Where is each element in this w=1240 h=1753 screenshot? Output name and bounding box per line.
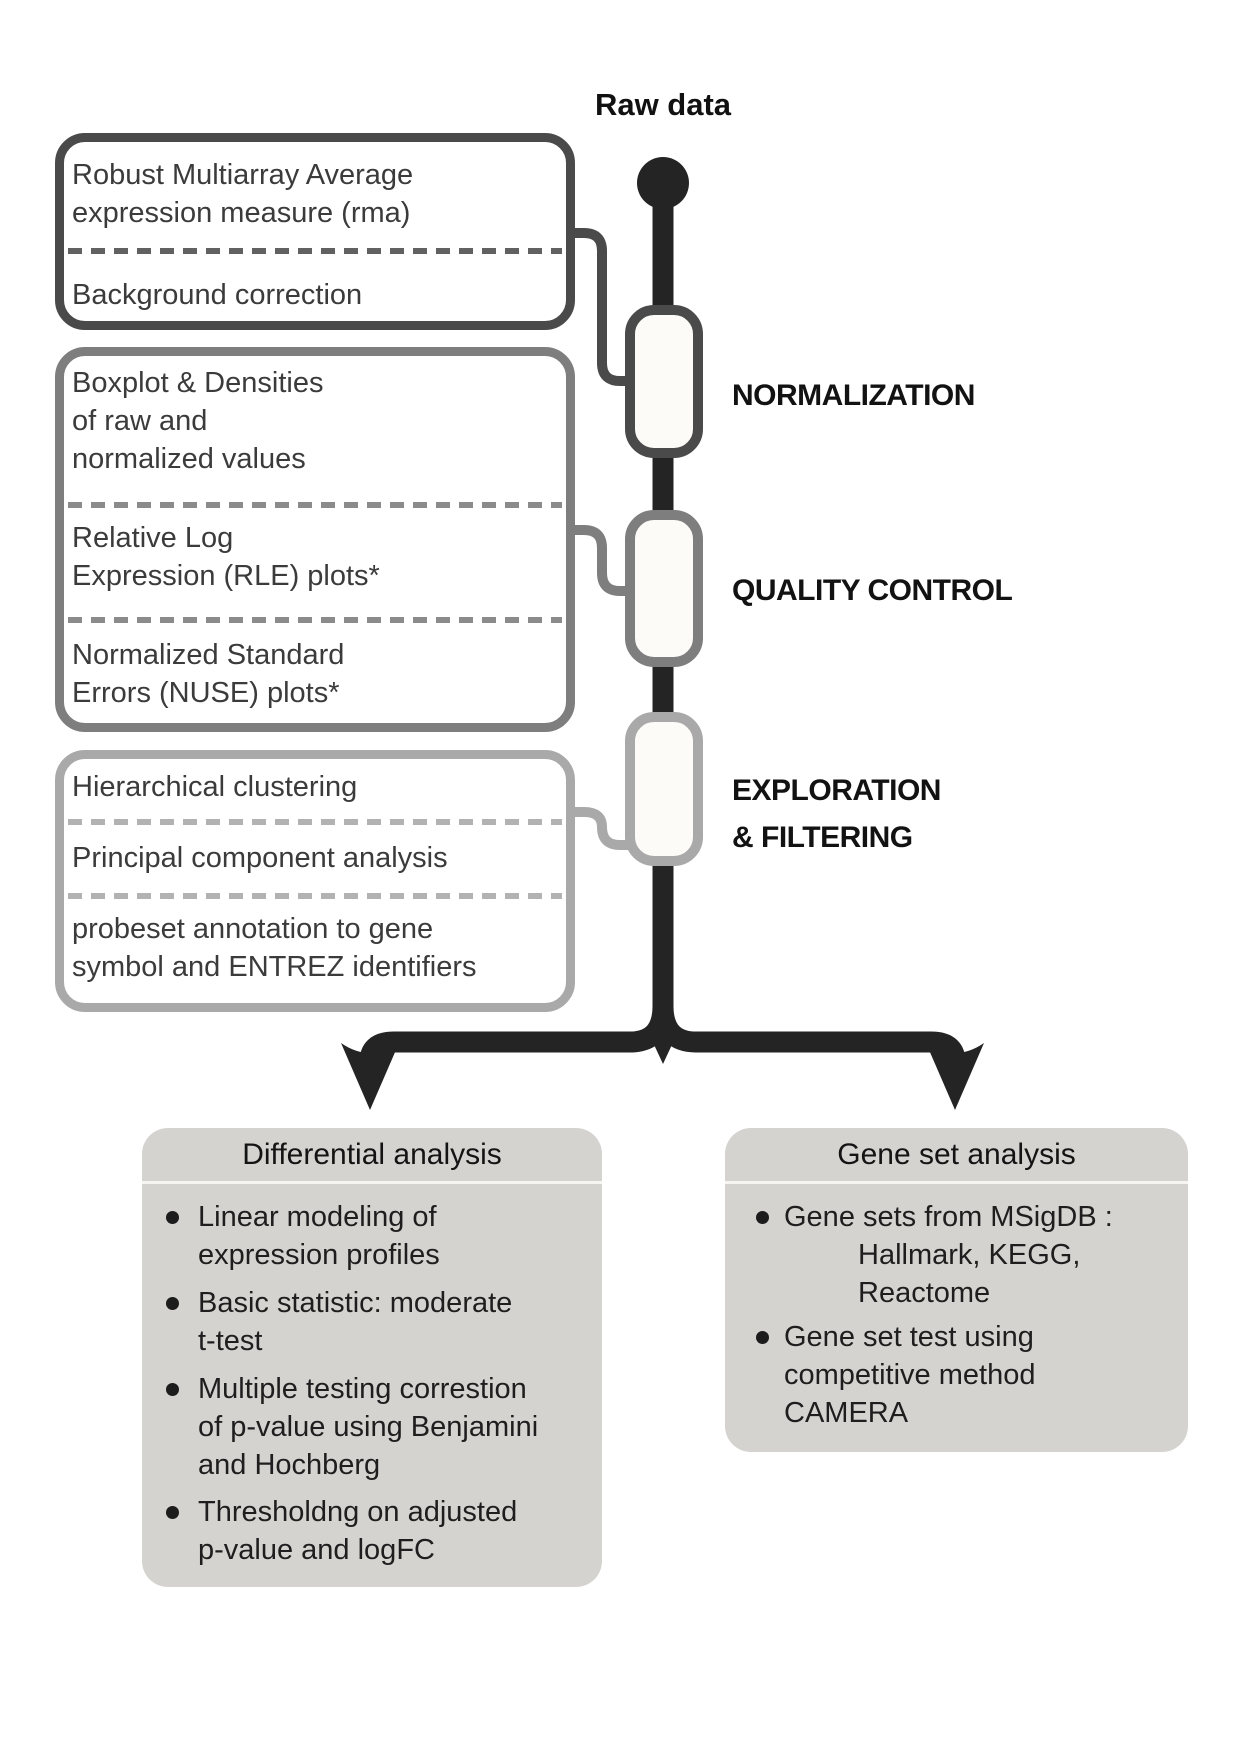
- dashed-divider: [68, 819, 562, 825]
- step-nuse-plots: Normalized Standard Errors (NUSE) plots*: [72, 639, 345, 709]
- step-background-correction: Background correction: [72, 279, 363, 311]
- step-boxplot-densities: Boxplot & Densities of raw and normalized values: [72, 367, 324, 475]
- bullet-icon: [756, 1331, 769, 1344]
- list-item: Linear modeling of expression profiles: [166, 1198, 440, 1274]
- bullet-icon: [166, 1506, 179, 1519]
- dashed-divider: [68, 248, 562, 254]
- right-arrowhead-icon: [926, 1043, 984, 1110]
- exploration-pill: [630, 717, 698, 861]
- step-hierarchical-clustering: Hierarchical clustering: [72, 771, 358, 803]
- dashed-divider: [68, 617, 562, 623]
- step-probeset-annotation: probeset annotation to gene symbol and ENTREZ identifiers: [72, 913, 477, 983]
- bullet-icon: [166, 1297, 179, 1310]
- gene-set-analysis-title: Gene set analysis: [725, 1128, 1188, 1184]
- list-item: Gene sets from MSigDB : Hallmark, KEGG, Reactome: [756, 1198, 1113, 1312]
- stage-label-normalization: NORMALIZATION: [732, 379, 975, 412]
- list-item: Multiple testing correstion of p-value using Benjamini and Hochberg: [166, 1370, 538, 1484]
- stage-label-exploration-filtering: EXPLORATION & FILTERING: [732, 774, 941, 854]
- dashed-divider: [68, 502, 562, 508]
- dashed-divider: [68, 893, 562, 899]
- branch-right: [663, 1006, 955, 1066]
- branch-junction-cusp: [650, 1036, 676, 1064]
- connector-hook-normalization: [571, 233, 629, 381]
- stage-label-quality-control: QUALITY CONTROL: [732, 574, 1013, 607]
- connector-hook-exploration: [571, 812, 629, 845]
- normalization-pill: [630, 310, 698, 453]
- branch-left: [370, 1006, 663, 1066]
- list-item: Thresholdng on adjusted p-value and logFC: [166, 1493, 517, 1569]
- list-item: Basic statistic: moderate t-test: [166, 1284, 512, 1360]
- bullet-icon: [166, 1383, 179, 1396]
- differential-analysis-title: Differential analysis: [142, 1128, 602, 1184]
- step-rma: Robust Multiarray Average expression measure (rma): [72, 159, 414, 229]
- bullet-icon: [166, 1211, 179, 1224]
- raw-data-dot: [637, 157, 689, 209]
- list-item: Gene set test using competitive method CAMERA: [756, 1318, 1035, 1432]
- step-pca: Principal component analysis: [72, 842, 448, 874]
- left-arrowhead-icon: [341, 1043, 399, 1110]
- step-rle-plots: Relative Log Expression (RLE) plots*: [72, 522, 380, 592]
- quality-control-pill: [630, 515, 698, 662]
- connector-hook-quality-control: [571, 530, 629, 591]
- bullet-icon: [756, 1211, 769, 1224]
- raw-data-label: Raw data: [594, 87, 732, 122]
